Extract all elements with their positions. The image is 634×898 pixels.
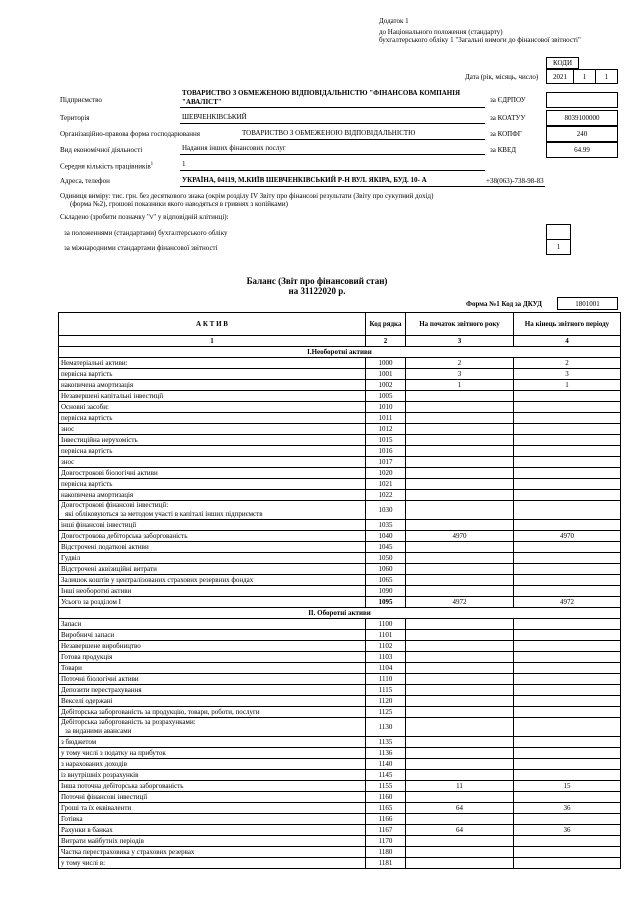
col-num-4: 4: [514, 336, 621, 347]
row-start-value: [406, 457, 514, 468]
row-end-value: 36: [514, 803, 621, 814]
row-name: із внутрішніх розрахунків: [59, 770, 366, 781]
row-start-value: [406, 391, 514, 402]
row-end-value: [514, 619, 621, 630]
org-form-label: Організаційно-правова форма господарювання: [60, 130, 200, 138]
section-title: I.Необоротні активи: [59, 347, 621, 358]
row-code: 1103: [366, 652, 406, 663]
row-start-value: [406, 413, 514, 424]
nat-std-checkbox[interactable]: [546, 224, 571, 240]
row-name: Готова продукція: [59, 652, 366, 663]
row-name: [59, 501, 366, 520]
kody-label: КОДИ: [546, 57, 579, 69]
table-row: [59, 358, 621, 369]
row-name: Частка перестраховика у страхових резервах: [59, 847, 366, 858]
row-start-value: [406, 586, 514, 597]
row-code: 1155: [366, 781, 406, 792]
row-name: [59, 718, 366, 737]
row-name: Основні засоби:: [59, 402, 366, 413]
table-row: [59, 663, 621, 674]
row-name: Гроші та їх еквіваленти: [59, 803, 366, 814]
row-start-value: [406, 685, 514, 696]
row-end-value: 4970: [514, 531, 621, 542]
row-start-value: 11: [406, 781, 514, 792]
row-name: Виробничі запаси: [59, 630, 366, 641]
row-name: первісна вартість: [59, 446, 366, 457]
row-code: 1095: [366, 597, 406, 608]
row-code: 1040: [366, 531, 406, 542]
table-row: [59, 446, 621, 457]
row-end-value: [514, 814, 621, 825]
row-code: 1101: [366, 630, 406, 641]
table-row: [59, 718, 621, 737]
row-start-value: [406, 446, 514, 457]
table-row: [59, 520, 621, 531]
col-header-code: Код рядка: [366, 313, 406, 336]
row-name: Довгострокова дебіторська заборгованість: [59, 531, 366, 542]
row-code: 1181: [366, 858, 406, 869]
row-code: 1002: [366, 380, 406, 391]
row-name: Витрати майбутніх періодів: [59, 836, 366, 847]
row-name: Інші необоротні активи: [59, 586, 366, 597]
row-end-value: [514, 630, 621, 641]
row-code: 1021: [366, 479, 406, 490]
row-name: Депозити перестрахування: [59, 685, 366, 696]
row-code: 1160: [366, 792, 406, 803]
table-row: [59, 641, 621, 652]
table-row: [59, 814, 621, 825]
row-end-value: [514, 707, 621, 718]
row-name: Довгострокові біологічні активи: [59, 468, 366, 479]
row-end-value: [514, 858, 621, 869]
row-start-value: [406, 553, 514, 564]
row-start-value: [406, 814, 514, 825]
row-start-value: [406, 748, 514, 759]
row-start-value: [406, 770, 514, 781]
row-name: знос: [59, 424, 366, 435]
row-start-value: 3: [406, 369, 514, 380]
row-name: Незавершене виробництво: [59, 641, 366, 652]
row-end-value: [514, 770, 621, 781]
row-name: Гудвіл: [59, 553, 366, 564]
row-start-value: [406, 858, 514, 869]
enterprise-value-1: ТОВАРИСТВО З ОБМЕЖЕНОЮ ВІДПОВІДАЛЬНІСТЮ "ФІНАНСОВА КОМПАНІЯ: [182, 89, 461, 97]
col-num-3: 3: [406, 336, 514, 347]
enterprise-label: Підприємство: [60, 96, 102, 104]
compiled-label: Складено (зробити позначку "v" у відповідній клітинці):: [60, 213, 229, 221]
balance-title: Баланс (Звіт про фінансовий стан): [246, 276, 388, 286]
table-row: [59, 748, 621, 759]
row-end-value: [514, 759, 621, 770]
row-code: 1017: [366, 457, 406, 468]
row-code: 1170: [366, 836, 406, 847]
row-name: у тому числі з податку на прибуток: [59, 748, 366, 759]
units-line-1: Одиниця виміру: тис. грн. без десяткового знака (окрім розділу IV Звіту про фінансові результати (Звіту про сукупний дохід): [60, 192, 434, 200]
row-start-value: [406, 490, 514, 501]
row-end-value: [514, 435, 621, 446]
row-code: 1115: [366, 685, 406, 696]
header-line-1: Додаток 1: [379, 17, 409, 25]
row-end-value: [514, 792, 621, 803]
table-row: [59, 380, 621, 391]
row-end-value: [514, 586, 621, 597]
kopfg-value: 240: [546, 126, 618, 142]
row-start-value: [406, 402, 514, 413]
address-label: Адреса, телефон: [60, 177, 110, 185]
header-line-3: бухгалтерського обліку 1 "Загальні вимоги до фінансової звітності": [379, 36, 581, 44]
row-name: Векселі одержані: [59, 696, 366, 707]
row-code: 1015: [366, 435, 406, 446]
row-end-value: [514, 641, 621, 652]
row-end-value: 15: [514, 781, 621, 792]
units-line-2: (форма №2), грошові показники якого наводяться в гривнях з копійками): [70, 200, 288, 208]
table-row: [59, 586, 621, 597]
form-code: 1801001: [557, 297, 618, 310]
employees-label-text: Середня кількість працівників: [60, 162, 151, 171]
row-end-value: [514, 674, 621, 685]
row-name: Рахунки в банках: [59, 825, 366, 836]
row-code: 1130: [366, 718, 406, 737]
table-row: [59, 685, 621, 696]
row-code: 1110: [366, 674, 406, 685]
table-row: [59, 413, 621, 424]
row-code: 1136: [366, 748, 406, 759]
row-name: з бюджетом: [59, 737, 366, 748]
row-start-value: [406, 468, 514, 479]
row-start-value: [406, 663, 514, 674]
row-start-value: [406, 564, 514, 575]
row-code: 1016: [366, 446, 406, 457]
table-row: [59, 402, 621, 413]
table-row: [59, 424, 621, 435]
section-row: [59, 347, 621, 358]
territory-label: Територія: [60, 114, 90, 122]
row-end-value: 1: [514, 380, 621, 391]
row-code: 1000: [366, 358, 406, 369]
row-start-value: [406, 641, 514, 652]
address-value: УКРАЇНА, 04119, М.КИЇВ ШЕВЧЕНКІВСЬКИЙ Р-Н ВУЛ. ЯКІРА, БУД. 10- А: [182, 176, 427, 184]
row-code: 1135: [366, 737, 406, 748]
row-end-value: [514, 501, 621, 520]
row-code: 1020: [366, 468, 406, 479]
header-line-2: до Національного положення (стандарту): [379, 28, 503, 36]
table-row: [59, 707, 621, 718]
row-end-value: [514, 685, 621, 696]
row-code: 1165: [366, 803, 406, 814]
table-row: [59, 847, 621, 858]
activity-label: Вид економічної діяльності: [60, 146, 143, 154]
kved-label: за КВЕД: [490, 146, 517, 154]
row-code: 1022: [366, 490, 406, 501]
col-header-aktyv: А К Т И В: [59, 313, 366, 336]
intl-std-label: за міжнародними стандартами фінансової звітності: [64, 244, 218, 252]
row-start-value: 64: [406, 803, 514, 814]
row-code: 1065: [366, 575, 406, 586]
row-end-value: [514, 696, 621, 707]
row-code: 1010: [366, 402, 406, 413]
table-row: [59, 858, 621, 869]
table-row: [59, 696, 621, 707]
table-row: [59, 575, 621, 586]
date-day: 1: [595, 69, 618, 84]
employees-label: [60, 162, 153, 170]
section-row: [59, 608, 621, 619]
row-start-value: [406, 479, 514, 490]
row-name: Готівка: [59, 814, 366, 825]
row-start-value: [406, 759, 514, 770]
row-start-value: [406, 674, 514, 685]
row-end-value: [514, 520, 621, 531]
row-start-value: [406, 520, 514, 531]
row-code: 1120: [366, 696, 406, 707]
table-row: [59, 652, 621, 663]
table-row: [59, 770, 621, 781]
table-row: [59, 564, 621, 575]
date-label: Дата (рік, місяць, число): [465, 73, 539, 81]
row-code: 1035: [366, 520, 406, 531]
row-name: первісна вартість: [59, 369, 366, 380]
phone-value: +38(063)-738-98-83: [486, 177, 544, 185]
table-row: [59, 597, 621, 608]
row-name: у тому числі в:: [59, 858, 366, 869]
row-start-value: [406, 836, 514, 847]
row-name: накопичена амортизація: [59, 490, 366, 501]
row-name: Дебіторська заборгованість за продукцію, товари, роботи, послуги: [59, 707, 366, 718]
row-end-value: [514, 479, 621, 490]
table-header-row: [59, 313, 621, 336]
row-start-value: [406, 424, 514, 435]
row-end-value: [514, 468, 621, 479]
row-end-value: [514, 446, 621, 457]
activity-value: Надання інших фінансових послуг: [182, 144, 286, 152]
row-name: Залишок коштів у централізованих страхових резервних фондах: [59, 575, 366, 586]
table-row: [59, 531, 621, 542]
balance-table: [58, 312, 621, 869]
row-end-value: [514, 718, 621, 737]
row-start-value: [406, 575, 514, 586]
row-start-value: [406, 501, 514, 520]
row-code: 1005: [366, 391, 406, 402]
col-header-end: На кінець звітного періоду: [514, 313, 621, 336]
row-code: 1167: [366, 825, 406, 836]
row-start-value: [406, 847, 514, 858]
row-name: Поточні біологічні активи: [59, 674, 366, 685]
table-row: [59, 836, 621, 847]
col-num-2: 2: [366, 336, 406, 347]
row-end-value: [514, 836, 621, 847]
row-end-value: [514, 553, 621, 564]
row-code: 1030: [366, 501, 406, 520]
table-row: [59, 803, 621, 814]
section-title: II. Оборотні активи: [59, 608, 621, 619]
row-end-value: [514, 413, 621, 424]
balance-date: на 31122020 р.: [288, 286, 346, 296]
enterprise-value-2: "АВАЛІСТ": [182, 98, 222, 106]
row-code: 1090: [366, 586, 406, 597]
row-code: 1011: [366, 413, 406, 424]
form-label: Форма №1 Код за ДКУД: [466, 300, 542, 308]
row-start-value: [406, 542, 514, 553]
row-end-value: [514, 457, 621, 468]
table-row: [59, 553, 621, 564]
koatuu-label: за КОАТУУ: [490, 114, 526, 122]
row-name-line-2: за виданими авансами: [65, 727, 132, 735]
row-start-value: 1: [406, 380, 514, 391]
row-name: первісна вартість: [59, 479, 366, 490]
col-num-1: 1: [59, 336, 366, 347]
row-name: Незавершені капітальні інвестиції: [59, 391, 366, 402]
row-end-value: [514, 490, 621, 501]
table-row: [59, 737, 621, 748]
table-number-row: [59, 336, 621, 347]
row-end-value: [514, 542, 621, 553]
row-end-value: 36: [514, 825, 621, 836]
row-name: Відстрочені аквізиційні витрати: [59, 564, 366, 575]
row-name: первісна вартість: [59, 413, 366, 424]
edrpou-value: [546, 92, 618, 108]
row-name-line-1: Дебіторська заборгованість за розрахунками:: [61, 718, 196, 726]
row-code: 1060: [366, 564, 406, 575]
row-end-value: [514, 847, 621, 858]
row-start-value: [406, 696, 514, 707]
row-name: Відстрочені податкові активи: [59, 542, 366, 553]
row-code: 1050: [366, 553, 406, 564]
table-row: [59, 619, 621, 630]
row-end-value: [514, 391, 621, 402]
table-row: [59, 490, 621, 501]
row-end-value: [514, 737, 621, 748]
row-end-value: [514, 564, 621, 575]
table-row: [59, 479, 621, 490]
row-end-value: [514, 424, 621, 435]
row-end-value: 4972: [514, 597, 621, 608]
row-end-value: [514, 663, 621, 674]
table-row: [59, 435, 621, 446]
row-start-value: [406, 792, 514, 803]
row-start-value: [406, 630, 514, 641]
date-year: 2021: [546, 69, 574, 84]
employees-value: 1: [182, 160, 186, 168]
row-start-value: 4972: [406, 597, 514, 608]
row-start-value: [406, 707, 514, 718]
row-code: 1001: [366, 369, 406, 380]
row-name: знос: [59, 457, 366, 468]
row-name-line-1: Довгострокові фінансові інвестиції:: [61, 501, 169, 509]
kopfg-label: за КОПФГ: [490, 130, 522, 138]
table-row: [59, 542, 621, 553]
table-row: [59, 825, 621, 836]
row-code: 1102: [366, 641, 406, 652]
row-code: 1045: [366, 542, 406, 553]
row-start-value: [406, 652, 514, 663]
table-row: [59, 759, 621, 770]
row-end-value: 3: [514, 369, 621, 380]
org-form-value: ТОВАРИСТВО З ОБМЕЖЕНОЮ ВІДПОВІДАЛЬНІСТЮ: [242, 129, 416, 137]
row-start-value: 4970: [406, 531, 514, 542]
row-name: Нематеріальні активи:: [59, 358, 366, 369]
row-name: Усього за розділом I: [59, 597, 366, 608]
row-start-value: [406, 619, 514, 630]
territory-value: ШЕВЧЕНКІВСЬКИЙ: [182, 113, 247, 121]
table-row: [59, 468, 621, 479]
row-code: 1100: [366, 619, 406, 630]
intl-std-checkbox[interactable]: 1: [546, 239, 571, 255]
row-name: інші фінансові інвестиції: [59, 520, 366, 531]
row-code: 1145: [366, 770, 406, 781]
row-code: 1012: [366, 424, 406, 435]
row-start-value: [406, 737, 514, 748]
row-code: 1125: [366, 707, 406, 718]
date-month: 1: [573, 69, 596, 84]
row-code: 1104: [366, 663, 406, 674]
row-code: 1140: [366, 759, 406, 770]
row-name: накопичена амортизація: [59, 380, 366, 391]
row-start-value: 64: [406, 825, 514, 836]
row-end-value: [514, 748, 621, 759]
row-end-value: [514, 575, 621, 586]
table-row: [59, 630, 621, 641]
row-name: з нарахованих доходів: [59, 759, 366, 770]
table-row: [59, 457, 621, 468]
col-header-start: На початок звітного року: [406, 313, 514, 336]
row-name: Поточні фінансові інвестиції: [59, 792, 366, 803]
row-name: Товари: [59, 663, 366, 674]
table-row: [59, 391, 621, 402]
table-row: [59, 674, 621, 685]
row-code: 1166: [366, 814, 406, 825]
row-end-value: 2: [514, 358, 621, 369]
table-row: [59, 369, 621, 380]
employees-sup: 1: [150, 162, 154, 167]
row-code: 1180: [366, 847, 406, 858]
row-end-value: [514, 402, 621, 413]
table-row: [59, 792, 621, 803]
row-name-line-2: які обліковуються за методом участі в капіталі інших підприємств: [65, 510, 263, 518]
table-row: [59, 781, 621, 792]
edrpou-label: за ЄДРПОУ: [490, 96, 526, 104]
row-start-value: [406, 718, 514, 737]
row-end-value: [514, 652, 621, 663]
table-row: [59, 501, 621, 520]
row-name: Інша поточна дебіторська заборгованість: [59, 781, 366, 792]
row-start-value: [406, 435, 514, 446]
row-name: Інвестиційна нерухомість: [59, 435, 366, 446]
row-start-value: 2: [406, 358, 514, 369]
nat-std-label: за положеннями (стандартами) бухгалтерського обліку: [64, 229, 228, 237]
kved-value: 64.99: [546, 142, 618, 158]
koatuu-value: 8039100000: [546, 110, 618, 126]
table-body: [59, 347, 621, 869]
row-name: Запаси: [59, 619, 366, 630]
